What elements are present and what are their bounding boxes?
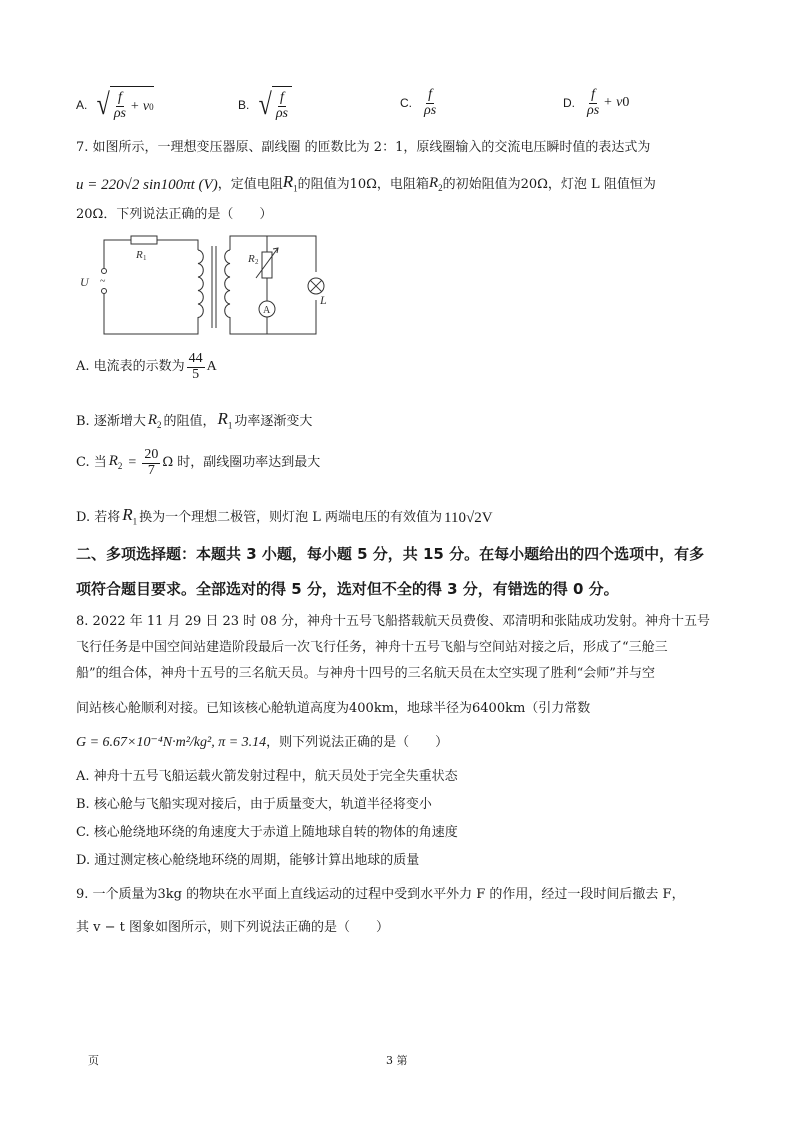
source-label: U <box>80 275 89 289</box>
transformer-circuit-diagram <box>76 228 336 343</box>
fraction: $\frac{f}{\rho s}$ <box>424 87 437 118</box>
lamp-label: L <box>320 293 327 307</box>
q8-line3: 船”的组合体，神舟十五号的三名航天员。与神舟十四号的三名航天员在太空实现了胜利“会师”并与空 <box>76 666 655 681</box>
q7-line2: u = 220√2 sin100πt (V) ，定值电阻 $R_1$ 的阻值为10Ω，电阻箱 $R_2$ 的初始阻值为20Ω，灯泡 L 阻值恒为 <box>76 172 656 198</box>
q9-line1: 9. 一个质量为3kg 的物块在水平面上直线运动的过程中受到水平外力 F 的作用，经过一段时间后撤去 F， <box>76 887 685 902</box>
sqrt-expression: √ $\frac{f}{\rho s}$ + v 0 <box>95 86 153 124</box>
constants-expression: G = 6.67×10⁻⁴N·m²/kg², π = 3.14 <box>76 735 267 750</box>
q6-option-c <box>400 88 440 118</box>
fraction: $\frac{f}{\rho s}$ <box>587 87 600 118</box>
q8-option-b: B. 核心舱与飞船实现对接后，由于质量变大，轨道半径将变小 <box>76 797 432 812</box>
sqrt-expression: √ $\frac{f}{\rho s}$ <box>257 86 292 124</box>
q6-option-a <box>76 86 154 124</box>
option-label: C. <box>400 96 412 111</box>
r2-label: R <box>248 253 255 265</box>
option-label: D. <box>563 96 575 111</box>
r2-rheostat <box>262 252 272 278</box>
fraction: $\frac{f}{\rho s}$ <box>113 90 126 121</box>
section-heading-line1: 二、多项选择题：本题共 3 小题，每小题 5 分，共 15 分。在每小题给出的四个选项中，有多 <box>76 545 705 563</box>
q8-option-d: D. 通过测定核心舱绕地环绕的周期，能够计算出地球的质量 <box>76 853 420 868</box>
q7-option-b: B. 逐渐增大 $R_2$ 的阻值， $R_1$ 功率逐渐变大 <box>76 409 313 431</box>
fraction: $\frac{f}{\rho s}$ <box>275 90 288 121</box>
svg-text:2: 2 <box>255 258 259 266</box>
q8-line2: 飞行任务是中国空间站建造阶段最后一次飞行任务，神舟十五号飞船与空间站对接之后，形成了“三舱三 <box>76 640 668 655</box>
q8-option-a: A. 神舟十五号飞船运载火箭发射过程中，航天员处于完全失重状态 <box>76 769 458 784</box>
q7-option-c: C. 当 $R_2$ = $\frac{20}{7}$ Ω 时，副线圈功率达到最大 <box>76 447 321 478</box>
fraction: $\frac{44}{5}$ <box>188 351 203 382</box>
option-label: B. <box>238 98 250 112</box>
q8-option-c: C. 核心舱绕地环绕的角速度大于赤道上随地球自转的物体的角速度 <box>76 825 458 840</box>
q8-line5: G = 6.67×10⁻⁴N·m²/kg², π = 3.14 ，则下列说法正确的是（ ） <box>76 733 448 753</box>
voltage-expression: u = 220√2 sin100πt (V) <box>76 177 218 194</box>
option-label: A. <box>76 98 88 112</box>
fraction: $\frac{20}{7}$ <box>144 447 159 478</box>
footer-left: 页 <box>88 1054 99 1067</box>
q7-option-a: A. 电流表的示数为 $\frac{44}{5}$ A <box>76 351 217 382</box>
ammeter-label: A <box>263 305 271 316</box>
q6-option-b <box>238 86 292 124</box>
r1-label: R <box>136 249 143 261</box>
page-number: 3 第 <box>386 1054 408 1067</box>
q7-option-d: D. 若将 $R_1$ 换为一个理想二极管，则灯泡 L 两端电压的有效值为 110√2V <box>76 505 493 527</box>
q6-option-d: D. $\frac{f}{\rho s}$ + v 0 <box>563 87 630 118</box>
r2-symbol: $R_2$ <box>428 174 443 193</box>
r1-symbol: $R_1$ <box>282 172 298 194</box>
q8-line4: 间站核心舱顺利对接。已知该核心舱轨道高度为400km，地球半径为6400km（引力常数 <box>76 701 591 716</box>
r1-resistor <box>131 236 157 244</box>
ac-symbol: ~ <box>100 276 106 287</box>
section-heading-line2: 项符合题目要求。全部选对的得 5 分，选对但不全的得 3 分，有错选的得 0 分。 <box>76 580 619 598</box>
q8-line1: 8. 2022 年 11 月 29 日 23 时 08 分，神舟十五号飞船搭载航天员费俊、邓清明和张陆成功发射。神舟十五号 <box>76 614 710 629</box>
q7-line3: 20Ω．下列说法正确的是（ ） <box>76 207 273 222</box>
svg-text:1: 1 <box>143 254 147 262</box>
q9-line2: 其 v − t 图象如图所示，则下列说法正确的是（ ） <box>76 920 389 935</box>
q7-line1: 7. 如图所示，一理想变压器原、副线圈 的匝数比为 2：1，原线圈输入的交流电压瞬时值的表达式为 <box>76 140 651 155</box>
